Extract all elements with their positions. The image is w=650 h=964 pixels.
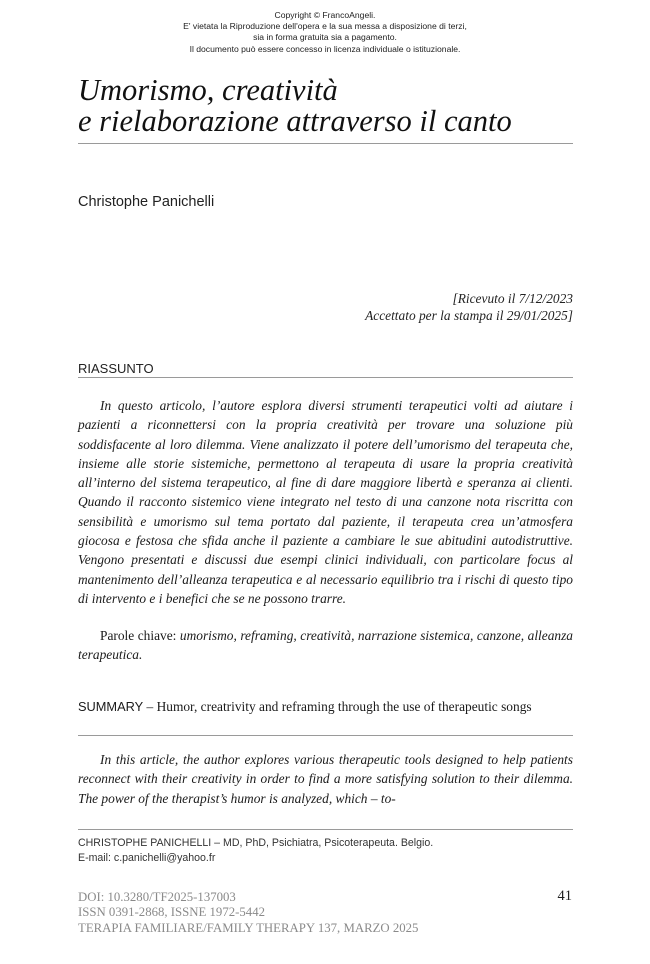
summary-text: In this article, the author explores various therapeutic tools designed to help patients reconnect with their creativity in order to find a more satisfying solution to their dilemma. The power of the therapist’s humor is analyzed, which – to- (78, 752, 573, 806)
riassunto-heading: RIASSUNTO (78, 361, 154, 376)
copyright-line: Il documento può essere concesso in licenza individuale o istituzionale. (189, 43, 461, 54)
riassunto-rule (78, 377, 573, 378)
summary-heading (78, 697, 573, 716)
title-line-1: Umorismo, creatività (78, 73, 338, 107)
footnote-rule (78, 829, 573, 830)
title-rule (78, 143, 573, 144)
issn: ISSN 0391-2868, ISSNE 1972-5442 (78, 905, 265, 920)
received-date: [Ricevuto il 7/12/2023 (452, 291, 573, 306)
keywords (78, 626, 573, 665)
title-line-2: e rielaborazione attraverso il canto (78, 104, 512, 138)
summary-rule (78, 735, 573, 736)
author-name: Christophe Panichelli (78, 194, 215, 210)
riassunto-text: In questo articolo, l’autore esplora diversi strumenti terapeutici volti ad aiutare i pazienti a riconnettersi con la propria creatività per trovare una soluzione più soddisfacente al loro dilemma. Viene analizzato il potere dell’umorismo del terapeuta che, insieme alle storie sistemiche, permettono al terapeuta di usare la propria creatività all’interno del sistema terapeutico, al fine di dare maggiore libertà e speranza ai clienti. Quando il racconto sistemico viene integrato nel testo di una canzone nota riscritta con sensibilità e umorismo sul tema portato dal paziente, il terapeuta crea un’atmosfera giocosa e festosa che sfida anche il paziente a cambiare le sue abitudini autodistruttive. Vengono presentati e discussi due esempi clinici individuali, con particolare focus al mantenimento dell’alleanza terapeutica e al necessario equilibrio tra i rischi di questo tipo di intervento e i benefici che se ne possono trarre. (78, 398, 573, 606)
keywords-list: umorismo, reframing, creatività, narrazione sistemica, canzone, alleanza terapeutica. (78, 628, 574, 663)
copyright-notice (0, 10, 650, 55)
summary-title: – Humor, creatrivity and reframing through the use of therapeutic songs (143, 699, 532, 714)
publication-info (78, 890, 418, 936)
journal-issue: TERAPIA FAMILIARE/FAMILY THERAPY 137, MARZO 2025 (78, 920, 419, 935)
summary-label: SUMMARY (78, 699, 144, 714)
author-affiliation: CHRISTOPHE PANICHELLI – MD, PhD, Psichiatra, Psicoterapeuta. Belgio. (78, 837, 434, 849)
doi: DOI: 10.3280/TF2025-137003 (78, 890, 236, 904)
copyright-line: sia in forma gratuita sia a pagamento. (253, 32, 397, 43)
author-footnote (78, 836, 433, 866)
accepted-date: Accettato per la stampa il 29/01/2025] (365, 308, 573, 323)
author-email: E-mail: c.panichelli@yahoo.fr (78, 852, 216, 864)
copyright-line: E' vietata la Riproduzione dell'opera e la sua messa a disposizione di terzi, (183, 21, 467, 32)
article-title (78, 75, 578, 137)
page-number: 41 (557, 888, 572, 904)
keywords-label: Parole chiave: (100, 628, 177, 643)
copyright-line: Copyright © FrancoAngeli. (274, 10, 376, 20)
received-dates (365, 290, 573, 324)
